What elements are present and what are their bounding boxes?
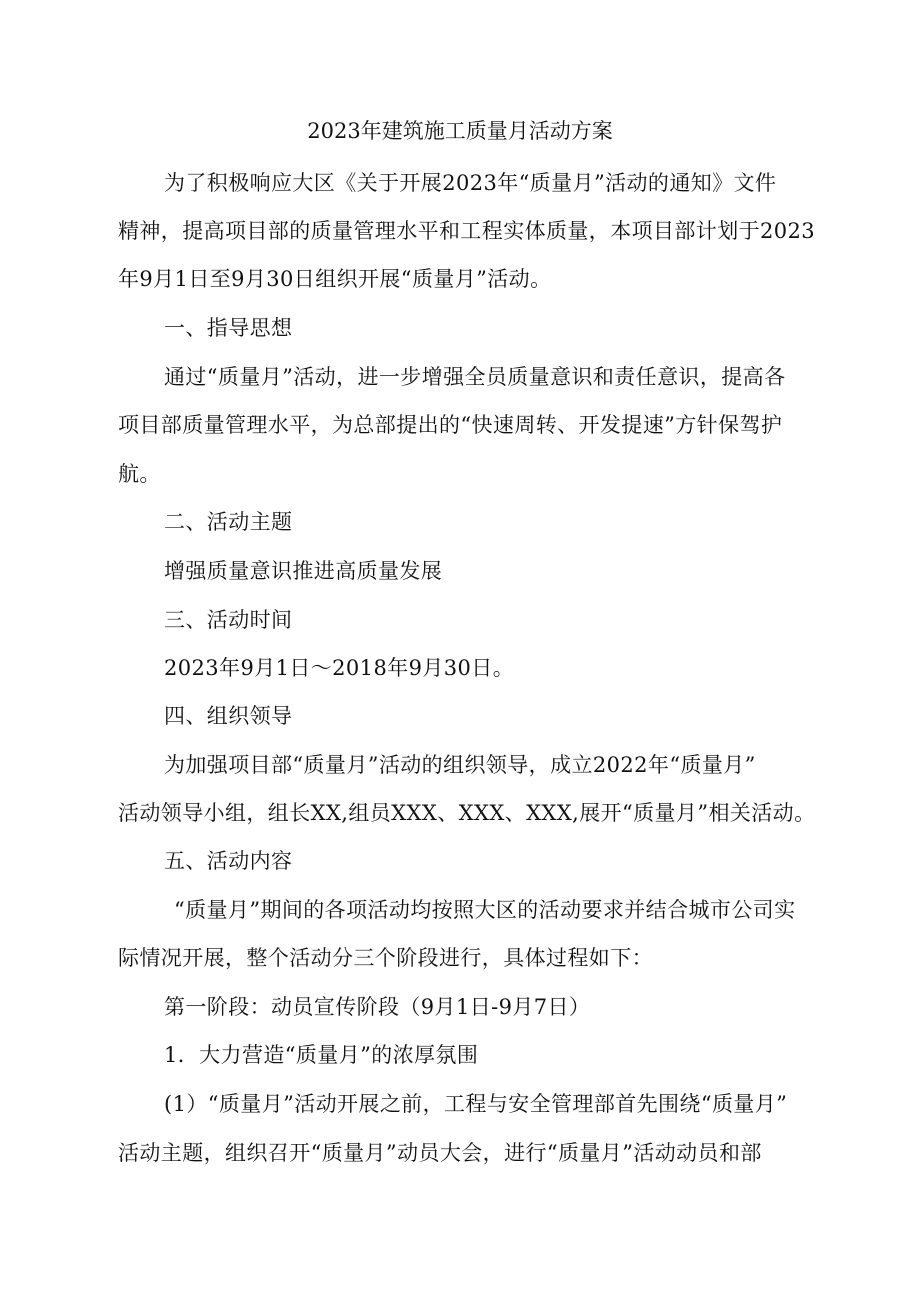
section-heading: 二、活动主题 — [164, 510, 293, 534]
section-heading: 四、组织领导 — [164, 704, 293, 728]
paragraph-line: 为加强项目部“质量月”活动的组织领导，成立2022年“质量月” — [164, 753, 756, 777]
paragraph-line: 为了积极响应大区《关于开展2023年“质量月”活动的通知》文件 — [164, 171, 777, 195]
section-heading: 五、活动内容 — [164, 849, 293, 873]
section-heading: 三、活动时间 — [164, 608, 293, 632]
paragraph-line: 际情况开展，整个活动分三个阶段进行，具体过程如下： — [118, 946, 653, 970]
paragraph-line: 项目部质量管理水平，为总部提出的“快速周转、开发提速”方针保驾护 — [118, 413, 783, 437]
paragraph-line: 航。 — [118, 462, 161, 486]
section-heading: 一、指导思想 — [164, 316, 293, 340]
paragraph-line: 活动领导小组，组长XX,组员XXX、XXX、XXX,展开“质量月”相关活动。 — [118, 801, 816, 825]
paragraph-line: “质量月”期间的各项活动均按照大区的活动要求并结合城市公司实 — [174, 898, 796, 922]
stage-heading: 第一阶段：动员宣传阶段（9月1日-9月7日） — [164, 995, 591, 1019]
paragraph-line: 精神，提高项目部的质量管理水平和工程实体质量，本项目部计划于2023 — [118, 219, 816, 243]
paragraph-line: 活动主题，组织召开“质量月”动员大会，进行“质量月”活动动员和部 — [118, 1141, 762, 1165]
subsection-heading: 1．大力营造“质量月”的浓厚氛围 — [164, 1043, 479, 1067]
paragraph-line: 通过“质量月”活动，进一步增强全员质量意识和责任意识，提高各 — [164, 365, 786, 389]
paragraph-line: 年9月1日至9月30日组织开展“质量月”活动。 — [118, 267, 552, 291]
paragraph-line: 2023年9月1日～2018年9月30日。 — [164, 656, 515, 680]
document-title: 2023年建筑施工质量月活动方案 — [307, 119, 613, 143]
paragraph-line: 增强质量意识推进高质量发展 — [164, 559, 443, 583]
paragraph-line: (1）“质量月”活动开展之前，工程与安全管理部首先围绕“质量月” — [164, 1092, 788, 1116]
